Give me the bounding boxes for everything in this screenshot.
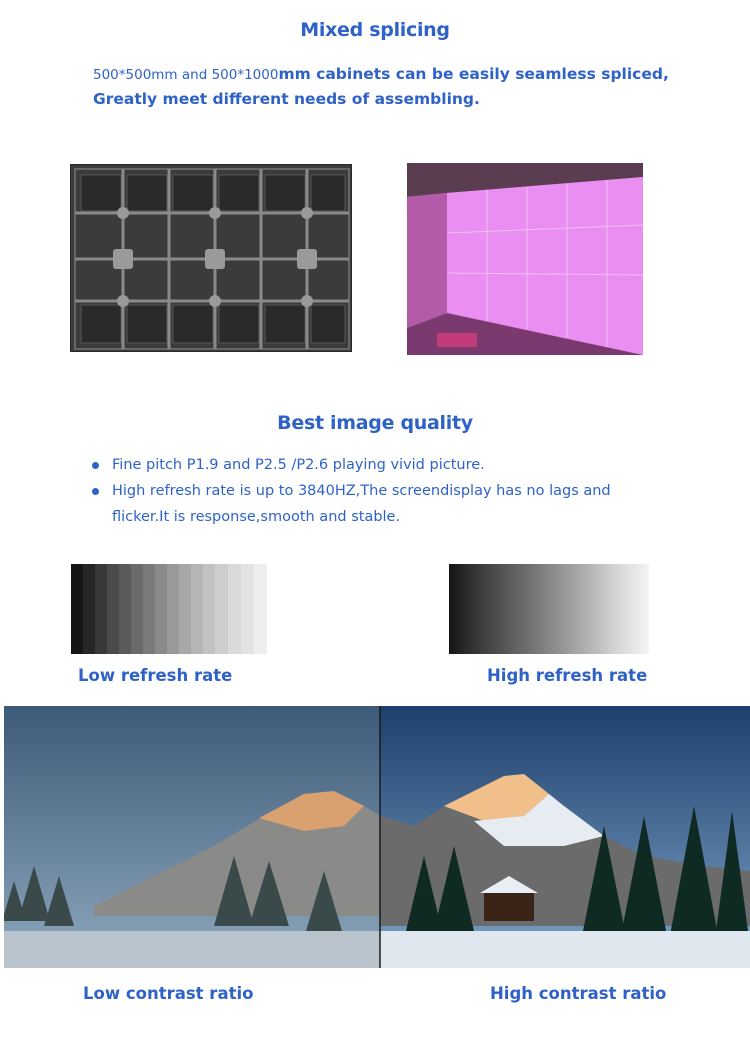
low-refresh-grayscale-bar (71, 564, 267, 654)
seamless-splice-text: mm cabinets can be easily seamless spliced, (278, 65, 669, 83)
high-refresh-label: High refresh rate (487, 666, 648, 685)
led-cabinet-image (70, 164, 352, 352)
low-refresh-label: Low refresh rate (78, 666, 233, 685)
mountain-landscape-graphic (4, 706, 750, 968)
list-item (92, 478, 652, 530)
description-line-2: Greatly meet different needs of assembling. (93, 90, 480, 108)
contrast-comparison-image (4, 706, 750, 968)
image-quality-title: Best image quality (277, 412, 473, 434)
cabinet-sizes-text: 500*500mm and 500*1000 (93, 67, 279, 83)
description-line-1 (93, 62, 713, 87)
low-contrast-label: Low contrast ratio (83, 984, 254, 1003)
cabinet-frame-graphic (71, 165, 352, 352)
high-contrast-label: High contrast ratio (490, 984, 667, 1003)
mixed-splicing-title: Mixed splicing (300, 19, 450, 41)
fine-pitch-text: Fine pitch P1.9 and P2.5 /P2.6 playing vivid picture. (112, 457, 485, 473)
quality-feature-list (92, 452, 652, 530)
mixed-splicing-description (93, 62, 713, 111)
led-wall-installation-image (407, 163, 643, 355)
led-wall-graphic (407, 163, 643, 355)
refresh-rate-text: High refresh rate is up to 3840HZ,The screendisplay has no lags and flicker.It is response,smooth and stable. (112, 483, 611, 525)
stepped-grayscale-graphic (71, 564, 267, 654)
high-refresh-gradient-bar (449, 564, 649, 654)
list-item (92, 452, 652, 478)
bullet-icon (92, 488, 99, 495)
bullet-icon (92, 462, 99, 469)
